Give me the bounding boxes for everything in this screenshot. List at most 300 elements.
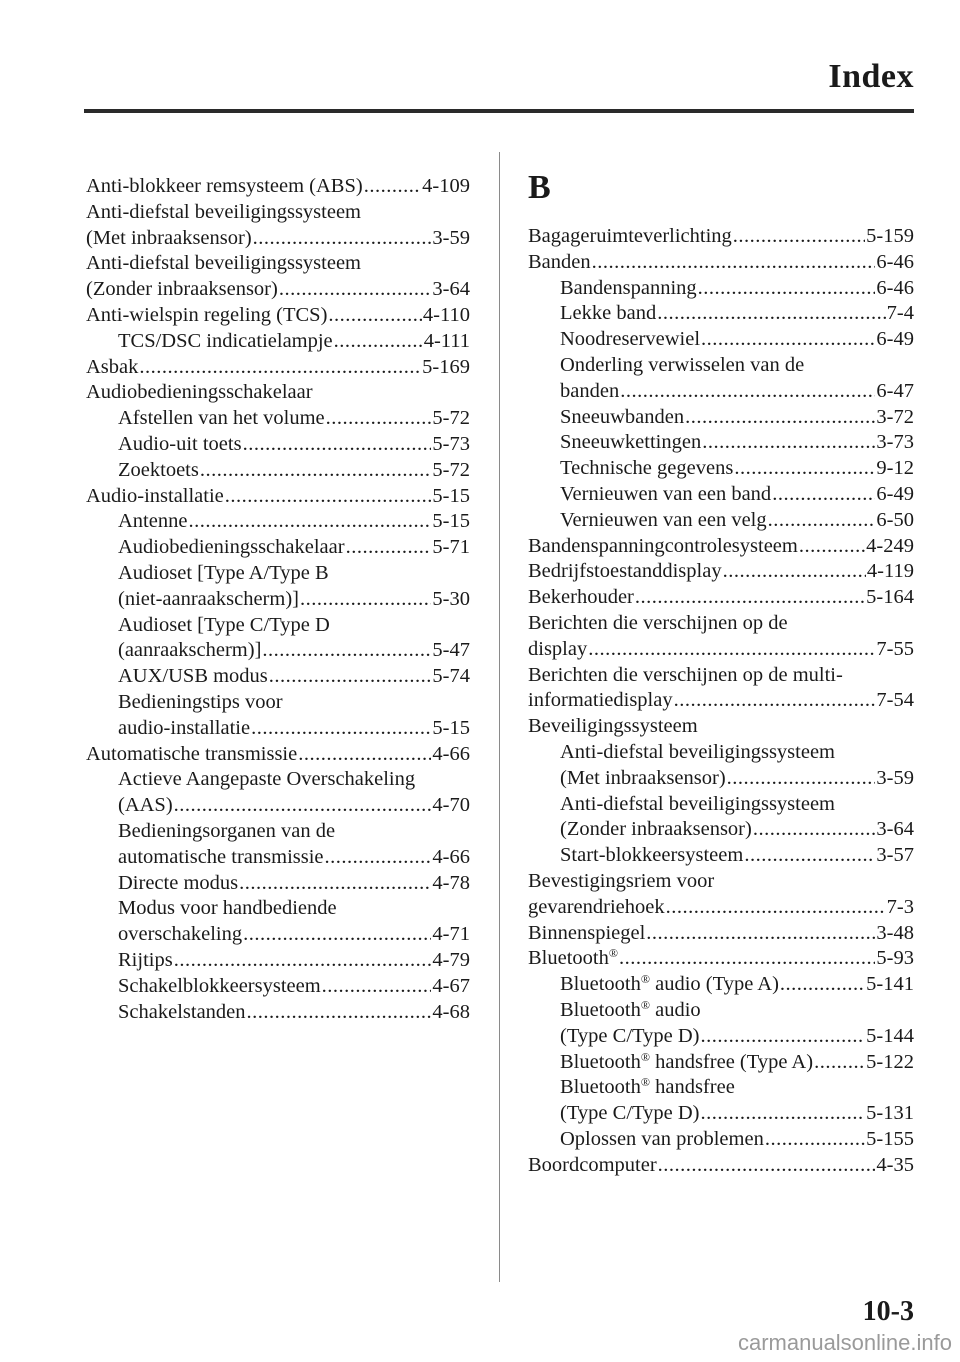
index-subentry [528,792,914,844]
entry-term: Audio-uit toets [118,432,242,455]
index-entry [528,663,914,715]
dot-leader [780,972,865,998]
entry-line [560,508,914,534]
entry-term: overschakeling [118,923,243,946]
entry-term: Sneeuwkettingen [560,431,702,454]
entry-page-ref: 4-249 [866,534,914,557]
dot-leader [814,1050,865,1076]
dot-leader [592,250,876,276]
entry-term: (niet-aanraakscherm)] [118,587,299,610]
index-entry [528,585,914,611]
dot-leader [139,355,421,381]
header-rule [84,109,914,113]
entry-line [528,585,914,611]
entry-page-ref: 5-47 [432,639,470,662]
dot-leader [334,329,423,355]
entry-page-ref: 4-68 [432,1000,470,1023]
entry-term: Berichten die verschijnen op de [528,611,788,634]
index-subentry [86,561,470,613]
entry-page-ref: 3-73 [876,431,914,454]
entry-page-ref: 4-71 [432,923,470,946]
dot-leader [253,226,432,252]
dot-leader [300,587,431,613]
entry-line [118,329,470,355]
entry-line [528,921,914,947]
watermark: carmanualsonline.info [737,1330,952,1355]
entry-term: Lekke band [560,302,657,325]
entry-line [560,405,914,431]
dot-leader [799,534,865,560]
entry-term: gevarendriehoek [528,895,665,918]
left-column [86,174,470,1025]
entry-line [560,1127,914,1153]
dot-leader [768,508,876,534]
entry-page-ref: 4-66 [432,742,470,765]
index-entry [528,224,914,250]
index-entry [86,174,470,200]
index-subentry [86,432,470,458]
entry-line [118,432,470,458]
entry-term: TCS/DSC indicatielampje [118,329,333,352]
index-subentry [86,406,470,432]
entry-page-ref: 6-47 [876,379,914,402]
entry-page-ref: 5-72 [432,458,470,481]
entry-page-ref: 4-78 [432,871,470,894]
entry-page-ref: 5-159 [866,225,914,247]
index-subentry [86,974,470,1000]
entry-page-ref: 5-74 [432,665,470,688]
entry-term: Vernieuwen van een band [560,482,772,505]
entry-term: Bluetooth® handsfree (Type A) [560,1049,814,1073]
entry-line [560,1075,914,1101]
index-subentry [86,819,470,871]
index-subentry [528,972,914,998]
dot-leader [325,845,432,871]
entry-page-ref: 5-93 [876,947,914,970]
index-entry [86,251,470,303]
entry-line [528,663,914,689]
entry-page-ref: 6-50 [876,508,914,531]
entry-page-ref: 6-49 [876,328,914,351]
entry-term: Bagageruimteverlichting [528,225,732,247]
entry-page-ref: 7-55 [876,637,914,660]
entry-page-ref: 7-4 [886,302,914,325]
index-subentry [86,767,470,819]
index-entry [528,946,914,972]
entry-line [118,896,470,922]
index-subentry [528,843,914,869]
entry-line [118,767,470,793]
index-subentry [528,353,914,405]
entry-line [118,819,470,845]
entry-term: Automatische transmissie [86,742,298,765]
entry-page-ref: 6-49 [876,482,914,505]
entry-term: Beveiligingssysteem [528,715,698,738]
entry-term: Anti-diefstal beveiligingssysteem [86,252,361,275]
entry-line [118,561,470,587]
index-title: Index [828,58,914,95]
dot-leader [328,303,422,329]
dot-leader [174,793,432,819]
right-entries [528,224,914,1178]
entry-line [118,922,470,948]
entry-term: Sneeuwbanden [560,405,685,428]
index-entry [528,1153,914,1179]
entry-page-ref: 3-64 [876,818,914,841]
entry-line [86,303,470,329]
dot-leader [346,535,432,561]
entry-term: Anti-diefstal beveiligingssysteem [86,200,361,223]
dot-leader [243,922,431,948]
entry-line [560,456,914,482]
entry-line [560,766,914,792]
entry-line [118,406,470,432]
dot-leader [657,301,885,327]
entry-term: Audioset [Type C/Type D [118,613,330,636]
index-subentry [86,329,470,355]
entry-term: Rijtips [118,948,173,971]
entry-line [86,742,470,768]
entry-page-ref: 7-3 [886,895,914,918]
entry-term: Bluetooth® audio [560,997,701,1021]
entry-line [560,1050,914,1076]
entry-term: Boordcomputer [528,1153,657,1176]
entry-line [528,250,914,276]
entry-term: Audiobedieningsschakelaar [118,536,345,559]
entry-line [560,353,914,379]
entry-page-ref: 3-48 [876,921,914,944]
entry-page-ref: 4-110 [422,303,470,326]
entry-line [560,1024,914,1050]
entry-term: (Met inbraaksensor) [560,766,726,789]
entry-line [118,690,470,716]
entry-line [560,430,914,456]
entry-page-ref: 5-73 [432,432,470,455]
index-subentry [528,327,914,353]
entry-line [528,869,914,895]
entry-page-ref: 5-164 [866,586,914,609]
entry-line [528,611,914,637]
index-subentry [86,690,470,742]
entry-line [528,688,914,714]
entry-page-ref: 5-15 [432,484,470,507]
index-entry [86,484,470,510]
dot-leader [772,482,875,508]
entry-line [86,277,470,303]
index-entry [528,250,914,276]
index-subentry [528,998,914,1050]
entry-line [528,895,914,921]
index-entry [528,714,914,740]
dot-leader [298,742,431,768]
entry-term: Schakelblokkeersysteem [118,974,321,997]
entry-page-ref: 6-46 [876,250,914,273]
index-subentry [86,458,470,484]
dot-leader [200,458,432,484]
entry-page-ref: 4-70 [432,794,470,817]
index-entry [528,869,914,921]
index-subentry [86,896,470,948]
entry-term: (aanraakscherm)] [118,639,262,662]
entry-line [560,817,914,843]
dot-leader [326,406,432,432]
entry-page-ref: 5-141 [866,973,914,996]
entry-line [118,871,470,897]
entry-term: informatiedisplay [528,689,673,712]
entry-line [528,534,914,560]
index-subentry [528,508,914,534]
entry-term: Antenne [118,510,188,533]
dot-leader [727,766,876,792]
entry-term: Anti-blokkeer remsysteem (ABS) [86,175,363,197]
entry-term: Actieve Aangepaste Overschakeling [118,768,416,791]
index-entry [86,742,470,768]
entry-term: Technische gegevens [560,457,734,480]
entry-term: Bluetooth® audio (Type A) [560,972,779,996]
index-subentry [528,1050,914,1076]
entry-line [560,301,914,327]
index-entry [86,380,470,406]
index-entry [528,611,914,663]
entry-line [118,793,470,819]
dot-leader [666,895,886,921]
entry-line [560,482,914,508]
entry-term: Bedieningsorganen van de [118,819,336,842]
entry-term: Oplossen van problemen [560,1127,764,1150]
entry-term: Bandenspanningcontrolesysteem [528,534,798,557]
entry-term: Banden [528,250,591,273]
entry-page-ref: 3-64 [432,278,470,301]
entry-line [560,843,914,869]
entry-line [118,509,470,535]
entry-term: (Type C/Type D) [560,1024,700,1047]
entry-line [118,638,470,664]
entry-line [118,974,470,1000]
index-subentry [86,535,470,561]
entry-term: Audioset [Type A/Type B [118,561,329,584]
entry-term: banden [560,379,620,402]
entry-line [86,200,470,226]
dot-leader [588,637,875,663]
entry-line [560,740,914,766]
entry-term: (Type C/Type D) [560,1102,700,1125]
index-subentry [528,1075,914,1127]
index-entry [528,921,914,947]
index-subentry [528,430,914,456]
entry-line [86,380,470,406]
index-subentry [86,613,470,665]
entry-page-ref: 4-109 [422,175,470,197]
entry-term: Bluetooth® [528,946,618,970]
dot-leader [262,638,431,664]
entry-page-ref: 5-71 [432,536,470,559]
entry-term: Anti-diefstal beveiligingssysteem [560,792,835,815]
entry-page-ref: 7-54 [876,689,914,712]
entry-term: Asbak [86,355,139,378]
index-subentry [86,948,470,974]
entry-line [528,1153,914,1179]
index-subentry [86,664,470,690]
entry-term: Bedrijfstoestanddisplay [528,560,722,583]
dot-leader [646,921,875,947]
entry-line [118,587,470,613]
entry-page-ref: 5-122 [866,1050,914,1073]
entry-page-ref: 3-72 [876,405,914,428]
entry-line [118,458,470,484]
dot-leader [269,664,432,690]
entry-term: Vernieuwen van een velg [560,508,767,531]
dot-leader [674,688,876,714]
entry-line [528,637,914,663]
index-subentry [528,276,914,302]
entry-line [528,946,914,972]
entry-page-ref: 6-46 [876,276,914,299]
entry-page-ref: 5-155 [866,1127,914,1150]
dot-leader [734,456,875,482]
entry-term: (AAS) [118,794,173,817]
dot-leader [700,1024,865,1050]
entry-line [560,327,914,353]
entry-line [560,998,914,1024]
entry-term: Bekerhouder [528,586,634,609]
entry-page-ref: 5-72 [432,407,470,430]
dot-leader [723,559,866,585]
entry-term: Modus voor handbediende [118,897,337,920]
entry-line [560,792,914,818]
dot-leader [619,946,875,972]
entry-line [86,226,470,252]
index-subentry [86,871,470,897]
entry-term: Noodreservewiel [560,328,701,351]
entry-term: Bluetooth® handsfree [560,1075,735,1099]
dot-leader [753,817,876,843]
entry-term: Audio-installatie [86,484,224,507]
index-entry [86,355,470,381]
dot-leader [744,843,875,869]
index-subentry [528,482,914,508]
entry-term: audio-installatie [118,716,251,739]
entry-page-ref: 5-30 [432,587,470,610]
entry-page-ref: 4-119 [866,560,914,583]
entry-term: Anti-diefstal beveiligingssysteem [560,740,835,763]
index-subentry [528,1127,914,1153]
dot-leader [620,379,875,405]
entry-line [118,613,470,639]
entry-line [118,716,470,742]
entry-term: Bedieningstips voor [118,690,283,713]
entry-line [118,1000,470,1026]
dot-leader [702,430,875,456]
dot-leader [364,174,421,200]
entry-page-ref: 4-66 [432,845,470,868]
entry-term: (Zonder inbraaksensor) [86,278,278,301]
entry-page-ref: 5-144 [866,1024,914,1047]
entry-term: Zoektoets [118,458,199,481]
entry-line [118,948,470,974]
dot-leader [685,405,875,431]
entry-page-ref: 3-59 [876,766,914,789]
dot-leader [251,716,431,742]
entry-page-ref: 3-59 [432,226,470,249]
dot-leader [225,484,432,510]
section-letter: B [528,169,551,206]
dot-leader [635,585,865,611]
dot-leader [700,1101,865,1127]
entry-line [86,355,470,381]
dot-leader [239,871,431,897]
column-divider [499,152,500,1282]
entry-term: Binnenspiegel [528,921,646,944]
entry-term: Berichten die verschijnen op de multi- [528,663,843,686]
entry-term: (Met inbraaksensor) [86,226,252,249]
page-number: 10-3 [862,1296,914,1327]
entry-term: automatische transmissie [118,845,324,868]
dot-leader [701,327,875,353]
entry-term: display [528,637,588,660]
entry-line [118,664,470,690]
entry-term: Afstellen van het volume [118,407,325,430]
entry-term: (Zonder inbraaksensor) [560,818,752,841]
dot-leader [733,224,865,250]
entry-page-ref: 4-35 [876,1153,914,1176]
entry-term: Bandenspanning [560,276,697,299]
entry-page-ref: 4-111 [423,329,470,352]
dot-leader [698,276,876,302]
entry-line [560,972,914,998]
entry-line [560,1101,914,1127]
dot-leader [243,432,432,458]
index-subentry [86,1000,470,1026]
entry-term: Onderling verwisselen van de [560,353,805,376]
entry-page-ref: 5-15 [432,716,470,739]
index-entry [528,559,914,585]
index-subentry [86,509,470,535]
entry-term: Bevestigingsriem voor [528,869,715,892]
entry-term: Schakelstanden [118,1000,246,1023]
entry-line [560,276,914,302]
entry-term: Audiobedieningsschakelaar [86,381,313,404]
dot-leader [279,277,432,303]
entry-line [118,845,470,871]
right-column [528,168,914,1178]
entry-page-ref: 5-169 [422,355,470,378]
entry-line [86,251,470,277]
entry-page-ref: 5-131 [866,1102,914,1125]
entry-line [118,535,470,561]
dot-leader [658,1153,876,1179]
dot-leader [765,1127,865,1153]
entry-page-ref: 5-15 [432,510,470,533]
entry-line [560,379,914,405]
entry-line [86,484,470,510]
index-entry [528,534,914,560]
entry-page-ref: 4-67 [432,974,470,997]
index-subentry [528,405,914,431]
index-subentry [528,740,914,792]
dot-leader [322,974,432,1000]
entry-page-ref: 4-79 [432,948,470,971]
index-subentry [528,301,914,327]
entry-term: Anti-wielspin regeling (TCS) [86,303,328,326]
entry-line [86,174,470,200]
dot-leader [174,948,432,974]
index-entry [86,303,470,329]
entry-line [528,714,914,740]
entry-line [528,559,914,585]
dot-leader [247,1000,432,1026]
index-subentry [528,456,914,482]
entry-term: Start-blokkeersysteem [560,844,744,867]
